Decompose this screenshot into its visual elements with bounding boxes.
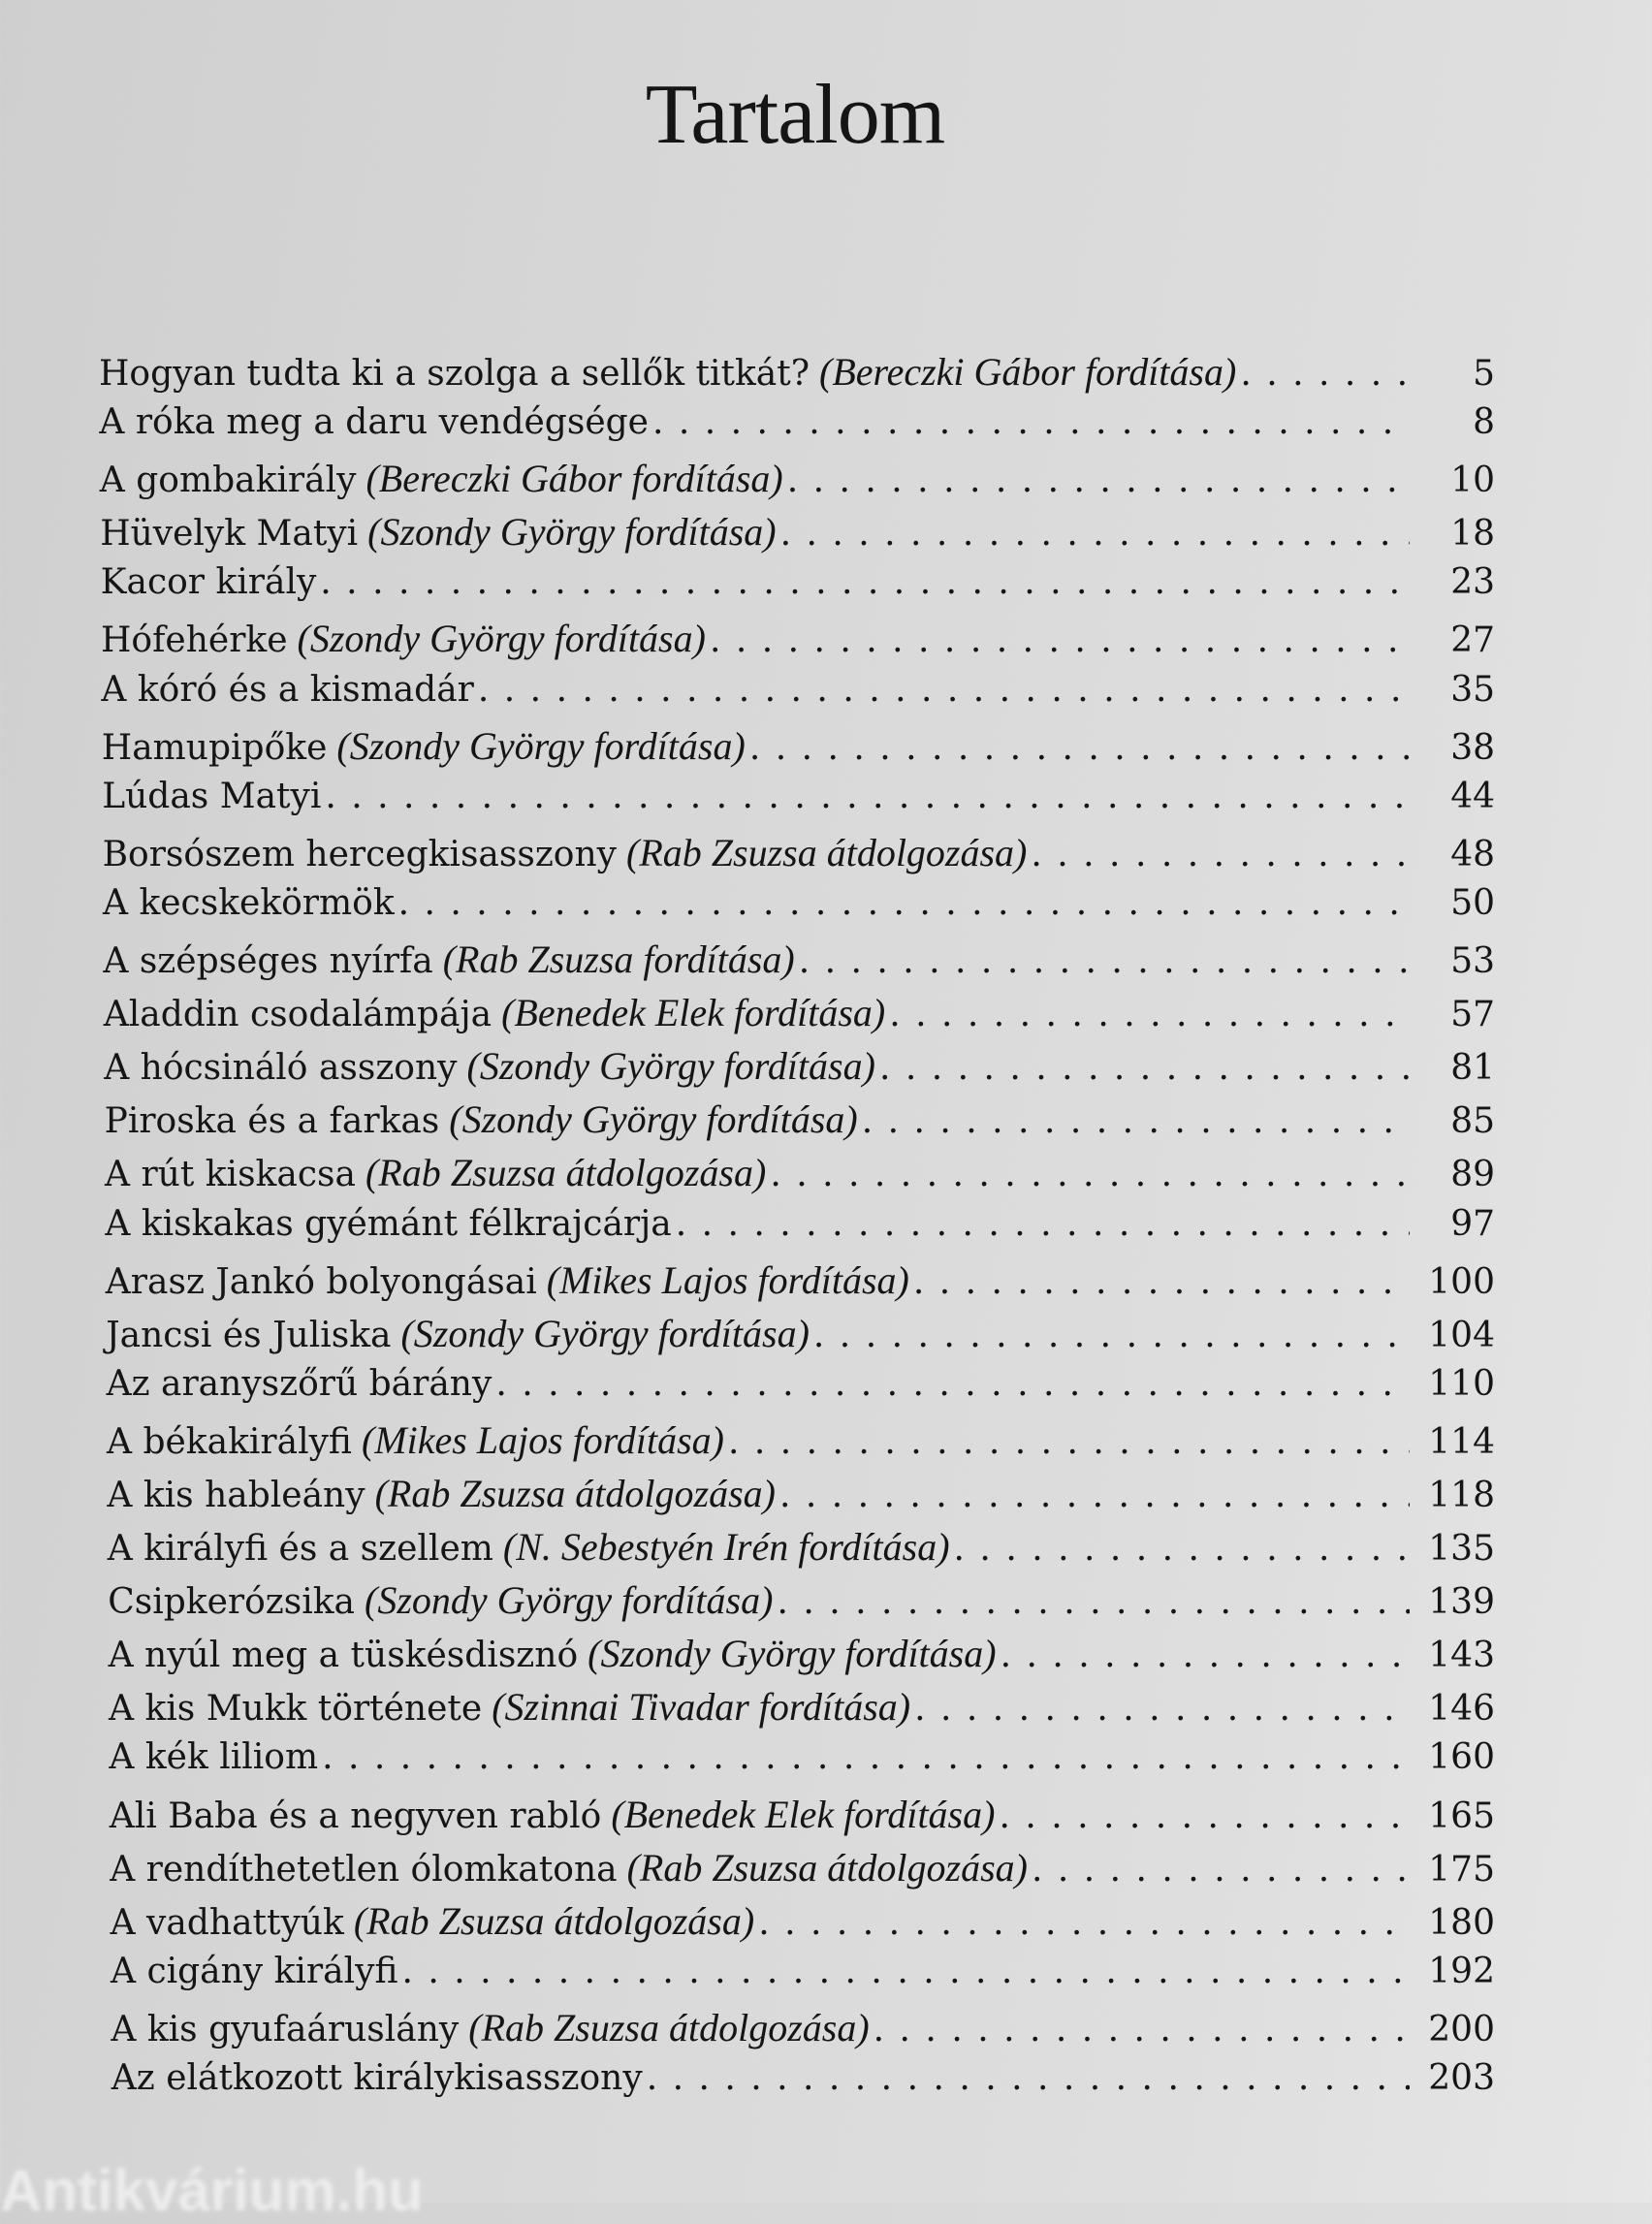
dot-leader: [495, 1364, 1410, 1404]
toc-entry: [111, 2005, 1495, 2058]
entry-translator: (Szondy György fordítása): [449, 1097, 858, 1142]
toc-entry: [107, 1417, 1495, 1471]
entry-translator: (Rab Zsuzsa átdolgozása): [468, 2005, 870, 2049]
entry-page-number: 203: [1428, 2058, 1495, 2098]
dot-leader: [325, 777, 1410, 816]
toc-entry: [105, 1204, 1495, 1257]
dot-leader: [478, 670, 1410, 710]
entry-page-number: 180: [1428, 1902, 1495, 1943]
page-title: Tartalom: [645, 68, 945, 162]
entry-page-number: 18: [1450, 514, 1495, 555]
entry-title: Lúdas Matyi: [102, 776, 322, 816]
dot-leader: [676, 1204, 1410, 1244]
dot-leader: [787, 461, 1410, 500]
entry-title: Hüvelyk Matyi: [100, 514, 359, 555]
dot-leader: [749, 728, 1410, 768]
entry-translator: (Szondy György fordítása): [336, 723, 746, 768]
dot-leader: [779, 1476, 1410, 1515]
entry-title: A kis gyufaáruslány: [111, 2009, 460, 2049]
dot-leader: [862, 1101, 1410, 1141]
toc-entry: [100, 509, 1495, 562]
entry-page-number: 200: [1428, 2009, 1495, 2049]
entry-page-number: 27: [1450, 620, 1495, 661]
entry-page-number: 114: [1428, 1421, 1495, 1462]
entry-title: A királyfi és a szellem: [107, 1529, 493, 1570]
dot-leader: [780, 514, 1410, 554]
entry-translator: (Rab Zsuzsa fordítása): [442, 937, 795, 982]
dot-leader: [1031, 835, 1410, 874]
entry-page-number: 175: [1428, 1849, 1495, 1890]
toc-entry: [99, 349, 1495, 402]
toc-entry: [99, 402, 1495, 456]
dot-leader: [874, 2010, 1410, 2049]
dot-leader: [322, 1737, 1410, 1777]
entry-translator: (Szondy György fordítása): [400, 1311, 810, 1355]
entry-page-number: 23: [1450, 562, 1495, 603]
entry-title: A kék liliom: [109, 1737, 319, 1778]
entry-page-number: 53: [1450, 941, 1495, 982]
entry-page-number: 139: [1428, 1582, 1495, 1623]
entry-title: Hófehérke: [101, 620, 288, 661]
dot-leader: [1240, 354, 1410, 394]
entry-translator: (Szondy György fordítása): [466, 1044, 875, 1089]
entry-translator: (Rab Zsuzsa átdolgozása): [626, 830, 1028, 874]
entry-title: A rendíthetetlen ólomkatona: [110, 1849, 618, 1890]
dot-leader: [758, 1903, 1410, 1943]
toc-entry: [111, 1952, 1495, 2005]
entry-page-number: 143: [1428, 1636, 1495, 1676]
entry-page-number: 104: [1428, 1315, 1495, 1355]
toc-entry: [106, 1311, 1495, 1364]
entry-translator: (Szondy György fordítása): [297, 617, 706, 661]
entry-title: A vadhattyúk: [110, 1902, 344, 1943]
entry-translator: (Szondy György fordítása): [588, 1632, 997, 1676]
dot-leader: [710, 620, 1410, 660]
entry-page-number: 85: [1450, 1101, 1495, 1142]
entry-translator: (Szinnai Tivadar fordítása): [492, 1685, 911, 1730]
entry-page-number: 135: [1428, 1529, 1495, 1570]
entry-translator: (Mikes Lajos fordítása): [361, 1417, 724, 1462]
toc-entry: [108, 1524, 1495, 1577]
dot-leader: [799, 941, 1410, 981]
entry-translator: (Mikes Lajos fordítása): [546, 1257, 909, 1302]
entry-title: A szépséges nyírfa: [103, 941, 433, 982]
toc-entry: [105, 1150, 1495, 1203]
toc-entry: [111, 1898, 1495, 1952]
entry-translator: (Rab Zsuzsa átdolgozása): [626, 1845, 1028, 1890]
entry-title: A kis Mukk története: [109, 1689, 483, 1730]
entry-page-number: 118: [1428, 1475, 1495, 1515]
entry-page-number: 48: [1450, 834, 1495, 874]
entry-translator: (N. Sebestyén Irén fordítása): [502, 1525, 950, 1570]
entry-title: Hamupipőke: [101, 727, 328, 768]
entry-page-number: 110: [1428, 1363, 1495, 1404]
toc-entry: [110, 1845, 1495, 1898]
entry-title: A békakirályfi: [107, 1421, 352, 1462]
dot-leader: [1001, 1636, 1410, 1675]
dot-leader: [770, 1155, 1410, 1194]
entry-page-number: 146: [1428, 1689, 1495, 1730]
entry-translator: (Bereczki Gábor fordítása): [365, 457, 783, 501]
entry-page-number: 192: [1428, 1951, 1495, 1991]
toc-entry: [109, 1684, 1495, 1737]
entry-page-number: 38: [1450, 727, 1495, 768]
entry-page-number: 100: [1428, 1261, 1495, 1302]
entry-title: Aladdin csodalámpája: [103, 995, 492, 1035]
entry-page-number: 89: [1450, 1155, 1495, 1195]
entry-title: Jancsi és Juliska: [106, 1315, 392, 1355]
entry-title: A róka meg a daru vendégsége: [99, 402, 649, 443]
entry-title: A kecskekörmök: [103, 882, 395, 923]
toc-entry: [103, 937, 1495, 990]
entry-title: A gombakirály: [99, 461, 357, 501]
toc-entry: [111, 2058, 1495, 2112]
toc-entry: [101, 562, 1495, 616]
toc-entry: [110, 1792, 1495, 1845]
toc-entry: [104, 1043, 1495, 1096]
dot-leader: [398, 883, 1410, 923]
toc-entry: [104, 990, 1495, 1043]
entry-translator: (Bereczki Gábor fordítása): [819, 350, 1237, 394]
dot-leader: [954, 1529, 1410, 1569]
toc-entry: [107, 1364, 1495, 1417]
toc-entry: [102, 777, 1495, 830]
entry-title: Csipkerózsika: [108, 1582, 355, 1623]
entry-title: Borsószem hercegkisasszony: [102, 834, 617, 874]
entry-title: A nyúl meg a tüskésdisznó: [108, 1636, 579, 1676]
dot-leader: [913, 1262, 1410, 1302]
dot-leader: [1032, 1850, 1410, 1890]
dot-leader: [647, 2058, 1410, 2098]
entry-title: Hogyan tudta ki a szolga a sellők titkát?: [99, 354, 810, 394]
entry-page-number: 44: [1450, 776, 1495, 816]
entry-title: A kis hableány: [107, 1475, 365, 1515]
entry-page-number: 10: [1450, 461, 1495, 501]
dot-leader: [777, 1582, 1410, 1622]
entry-translator: (Rab Zsuzsa átdolgozása): [374, 1471, 776, 1515]
toc-entry: [108, 1577, 1495, 1631]
entry-page-number: 8: [1473, 402, 1495, 443]
toc-entry: [102, 723, 1495, 777]
toc-entry: [103, 830, 1495, 883]
dot-leader: [914, 1689, 1410, 1729]
entry-translator: (Rab Zsuzsa átdolgozása): [365, 1151, 767, 1195]
entry-title: A rút kiskacsa: [105, 1155, 356, 1195]
toc-entry: [106, 1257, 1495, 1311]
entry-page-number: 165: [1428, 1795, 1495, 1836]
dot-leader: [401, 1952, 1410, 1991]
toc-entry: [100, 456, 1495, 509]
entry-title: Az elátkozott királykisasszony: [111, 2058, 643, 2098]
toc-entry: [103, 883, 1495, 937]
entry-page-number: 97: [1450, 1203, 1495, 1244]
entry-page-number: 35: [1450, 669, 1495, 710]
dot-leader: [813, 1316, 1410, 1355]
entry-translator: (Szondy György fordítása): [365, 1578, 774, 1623]
entry-title: A hócsináló asszony: [104, 1048, 458, 1089]
entry-title: Piroska és a farkas: [104, 1101, 440, 1142]
dot-leader: [652, 402, 1410, 442]
entry-page-number: 160: [1428, 1737, 1495, 1778]
entry-translator: (Benedek Elek fordítása): [611, 1792, 996, 1836]
toc-entry: [101, 616, 1495, 669]
entry-title: A kiskakas gyémánt félkrajcárja: [105, 1203, 672, 1244]
table-of-contents: [99, 349, 1495, 2112]
toc-entry: [109, 1737, 1495, 1791]
entry-title: Arasz Jankó bolyongásai: [105, 1261, 537, 1302]
dot-leader: [320, 562, 1410, 602]
toc-entry: [109, 1631, 1495, 1684]
entry-page-number: 50: [1450, 882, 1495, 923]
watermark: Antikvárium.hu: [0, 2158, 424, 2223]
entry-page-number: 81: [1450, 1048, 1495, 1089]
entry-translator: (Szondy György fordítása): [367, 510, 777, 555]
entry-page-number: 57: [1450, 995, 1495, 1035]
dot-leader: [728, 1422, 1410, 1462]
entry-page-number: 5: [1473, 354, 1495, 394]
entry-translator: (Rab Zsuzsa átdolgozása): [353, 1898, 755, 1943]
entry-title: Ali Baba és a negyven rabló: [109, 1795, 602, 1836]
entry-title: Kacor király: [100, 562, 317, 603]
toc-entry: [101, 670, 1495, 723]
entry-translator: (Benedek Elek fordítása): [501, 991, 886, 1035]
dot-leader: [879, 1048, 1410, 1088]
dot-leader: [999, 1796, 1410, 1836]
dot-leader: [889, 995, 1410, 1034]
entry-title: Az aranyszőrű bárány: [106, 1363, 492, 1404]
entry-title: A cigány királyfi: [111, 1951, 398, 1991]
toc-entry: [105, 1096, 1495, 1150]
entry-title: A kóró és a kismadár: [101, 669, 474, 710]
toc-entry: [107, 1471, 1495, 1524]
